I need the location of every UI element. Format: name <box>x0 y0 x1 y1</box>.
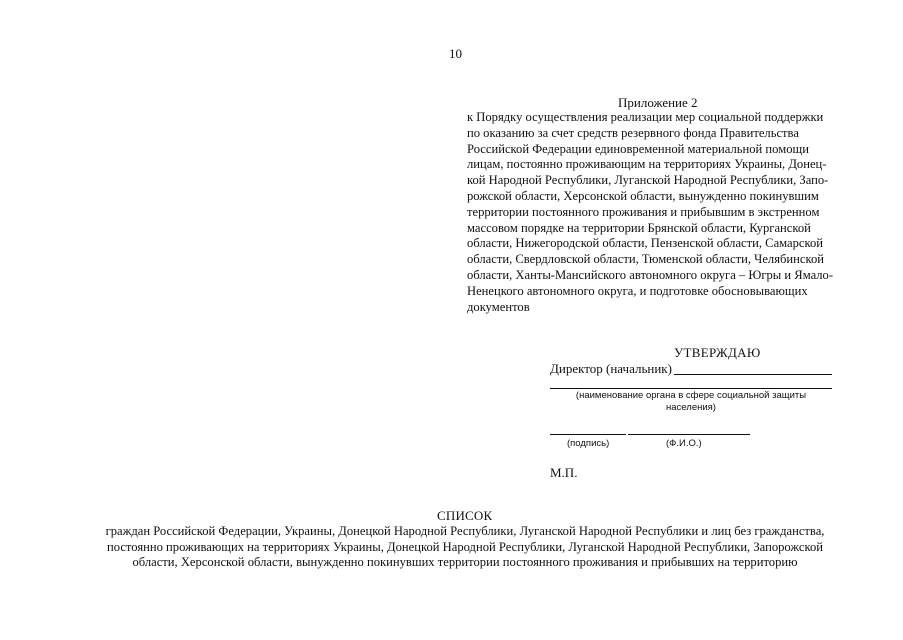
fio-line <box>628 434 750 435</box>
signature-caption: (подпись) <box>567 438 610 449</box>
appendix-line: области, Нижегородской области, Пензенской области, Самарской <box>467 236 824 251</box>
appendix-line: территории постоянного проживания и прибывшим в экстренном <box>467 204 820 219</box>
appendix-line: к Порядку осуществления реализации мер социальной поддержки <box>467 110 824 124</box>
approval-heading: УТВЕРЖДАЮ <box>674 345 761 360</box>
appendix-line: массовом порядке на территории Брянской области, Курганской <box>467 220 811 235</box>
appendix-line: по оказанию за счет средств резервного фонда Правительства <box>467 125 799 140</box>
appendix-line: кой Народной Республики, Луганской Народной Республики, Запо- <box>467 173 829 188</box>
signature-line <box>550 434 626 435</box>
appendix-body <box>467 110 847 315</box>
appendix-title: Приложение 2 <box>618 95 698 110</box>
appendix-line: документов <box>467 299 530 314</box>
page-number: 10 <box>449 46 462 61</box>
director-name-line <box>674 374 832 375</box>
appendix-line: области, Ханты-Мансийского автономного округа – Югры и Ямало- <box>467 267 834 282</box>
organization-caption: (наименование органа в сфере социальной защиты населения) <box>575 390 807 413</box>
list-line: области, Херсонской области, вынужденно покинувших территории постоянного проживания и прибывших на территорию <box>132 555 798 570</box>
appendix-line: Российской Федерации единовременной материальной помощи <box>467 141 809 156</box>
stamp-place: М.П. <box>550 465 578 480</box>
list-line: постоянно проживающих на территориях Украины, Донецкой Народной Республики, Луганской Народной Республики, Запорожской <box>106 539 823 554</box>
organization-line <box>550 388 832 389</box>
list-title: СПИСОК <box>437 508 493 523</box>
fio-caption: (Ф.И.О.) <box>666 438 702 449</box>
appendix-line: области, Свердловской области, Тюменской области, Челябинской <box>467 252 824 267</box>
appendix-line: рожской области, Херсонской области, вынужденно покинувшим <box>467 188 819 203</box>
director-label: Директор (начальник) <box>550 361 672 376</box>
list-body <box>70 524 860 571</box>
appendix-line: лицам, постоянно проживающим на территориях Украины, Донец- <box>467 157 827 172</box>
list-line: граждан Российской Федерации, Украины, Донецкой Народной Республики, Луганской Народной Республики и лиц без гражданства, <box>105 524 825 538</box>
appendix-line: Ненецкого автономного округа, и подготовке обосновывающих <box>467 283 808 298</box>
